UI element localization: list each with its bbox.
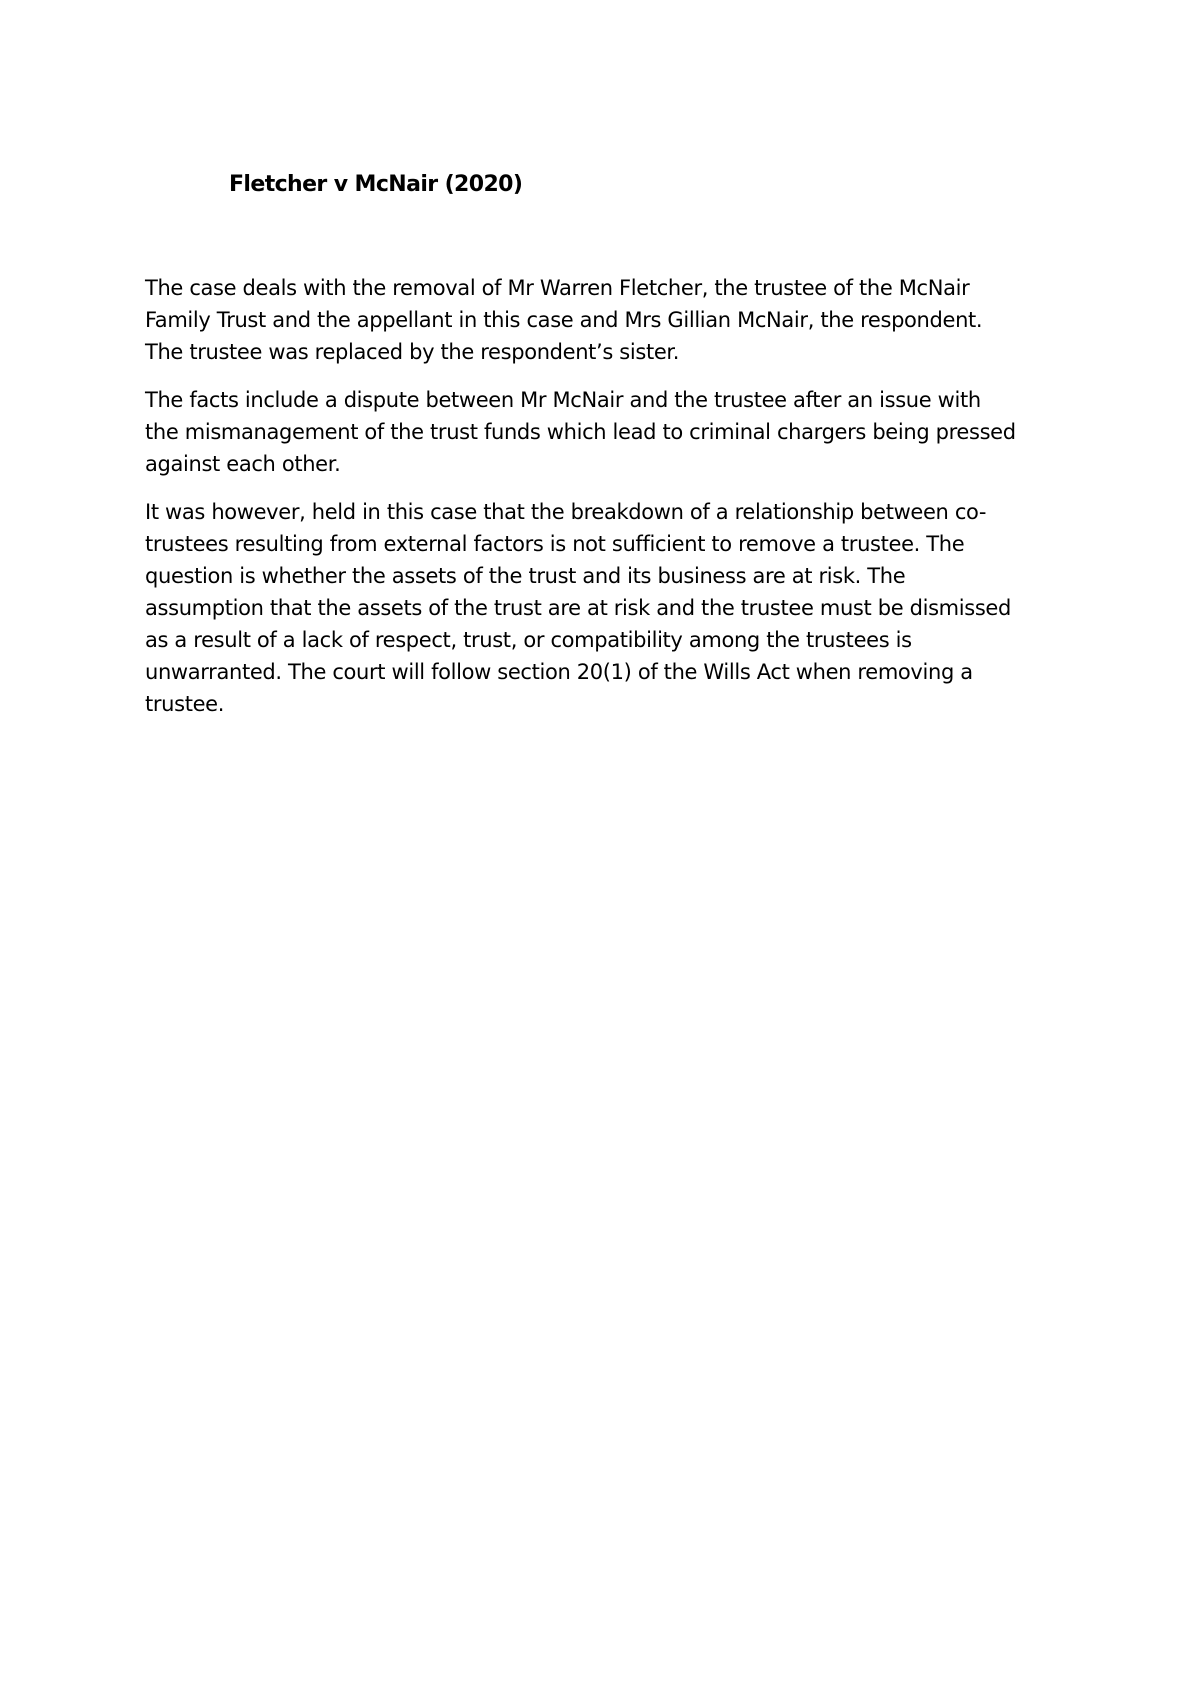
paragraph-case-summary [145,272,1065,368]
paragraph-line: The facts include a dispute between Mr McNair and the trustee after an issue with [145,388,981,412]
paragraph-line: the mismanagement of the trust funds which lead to criminal chargers being pressed [145,420,1016,444]
document-body [145,272,1065,736]
paragraph-line: trustees resulting from external factors is not sufficient to remove a trustee. The [145,532,965,556]
paragraph-facts [145,384,1065,480]
paragraph-line: It was however, held in this case that the breakdown of a relationship between co- [145,500,987,524]
paragraph-line: The case deals with the removal of Mr Warren Fletcher, the trustee of the McNair [145,276,970,300]
paragraph-holding [145,496,1065,720]
paragraph-line: Family Trust and the appellant in this case and Mrs Gillian McNair, the respondent. [145,308,983,332]
paragraph-line: unwarranted. The court will follow section 20(1) of the Wills Act when removing a [145,660,973,684]
paragraph-line: against each other. [145,452,341,476]
document-title: Fletcher v McNair (2020) [229,172,523,197]
paragraph-line: The trustee was replaced by the respondent’s sister. [145,340,680,364]
paragraph-line: trustee. [145,692,225,716]
paragraph-line: question is whether the assets of the trust and its business are at risk. The [145,564,906,588]
paragraph-line: assumption that the assets of the trust are at risk and the trustee must be dismissed [145,596,1011,620]
paragraph-line: as a result of a lack of respect, trust, or compatibility among the trustees is [145,628,912,652]
